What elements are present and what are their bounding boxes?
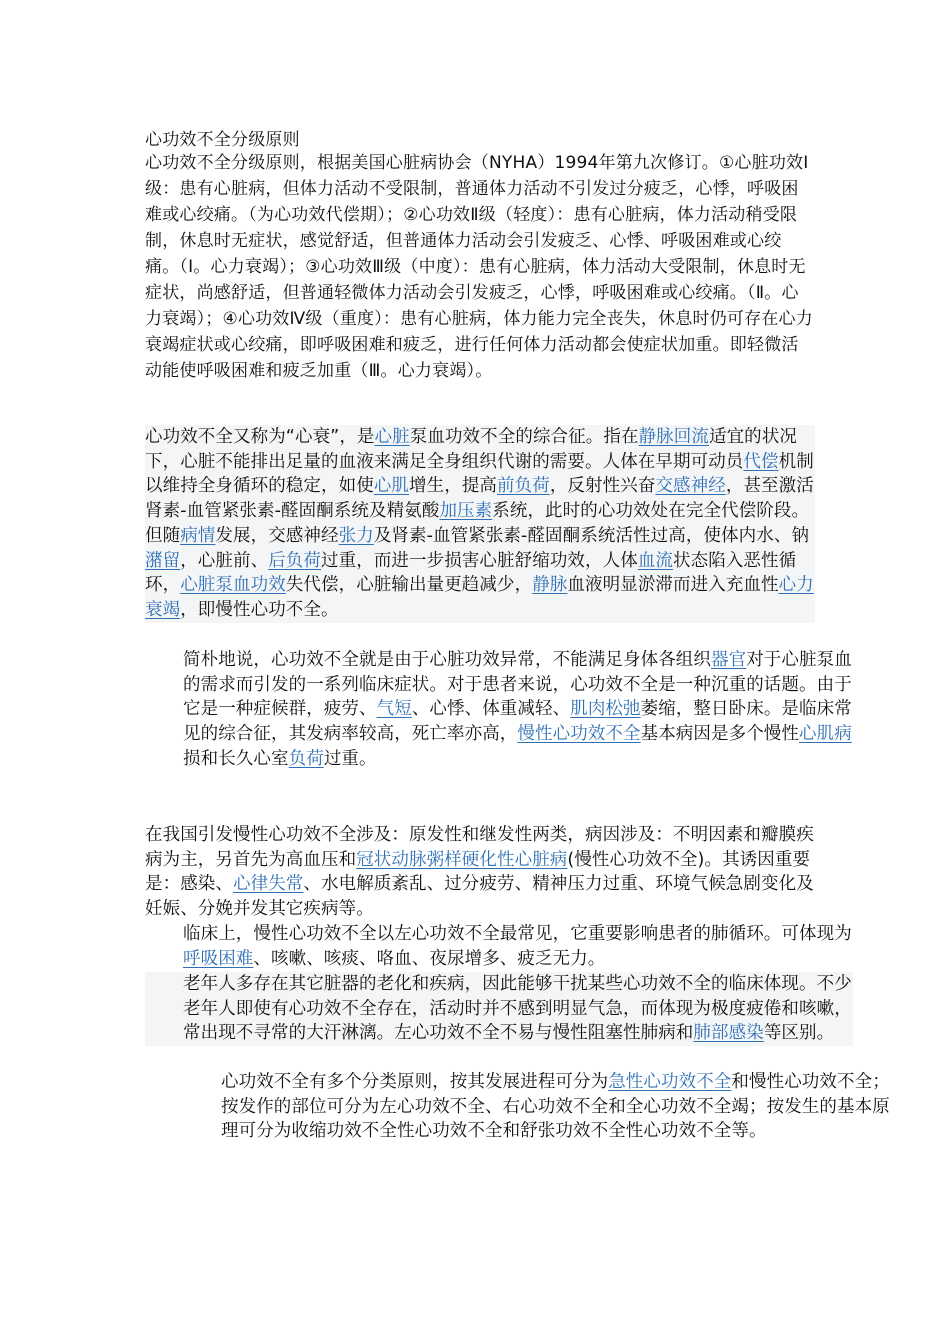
text-run: 、水电解质紊乱、过分疲劳、精神压力过重、环境气候急剧变化及妊娠、分娩并发其它疾病等。 xyxy=(145,874,814,920)
text-run: 适宜的状况下，心脏不能排出足量的血液来满足全身组织代谢的需要。人体在早期可动员 xyxy=(145,427,797,472)
text-run: ，心脏前、 xyxy=(180,550,269,571)
term-link[interactable]: 前负荷 xyxy=(497,476,550,497)
term-link[interactable]: 冠状动脉粥样硬化性心脏病 xyxy=(356,849,568,870)
etiology-paragraph xyxy=(145,823,815,922)
text-run: 在我国引发慢性心功效不全涉及：原发性和继发性两类，病因涉及：不明因素和瓣膜疾病为主，另首先为高血压和 xyxy=(145,825,814,870)
classification-paragraph xyxy=(145,1070,891,1144)
text-run: 机制以维持全身循环的稳定，如使 xyxy=(145,451,814,497)
term-link[interactable]: 病情 xyxy=(180,525,216,546)
term-link[interactable]: 器官 xyxy=(711,650,747,670)
term-link[interactable]: 交感神经 xyxy=(655,476,726,497)
term-link[interactable]: 静脉 xyxy=(532,575,568,596)
text-run: (慢性心功效不全)。其诱因重要是：感染、 xyxy=(145,849,811,895)
term-link[interactable]: 心肌 xyxy=(373,476,410,497)
term-link[interactable]: 静脉回流 xyxy=(638,427,709,447)
text-run: 状态陷入恶性循环， xyxy=(145,550,797,596)
text-run: 简朴地说，心功效不全就是由于心脏功效异常，不能满足身体各组织 xyxy=(183,650,711,670)
text-run: 系统，此时的心功效处在完全代偿阶段。但随 xyxy=(145,501,810,546)
summary-paragraph xyxy=(145,648,853,772)
term-link[interactable]: 张力 xyxy=(338,525,374,546)
text-run: ，甚至激活肾素-血管紧张素-醛固酮系统及精氨酸 xyxy=(145,476,814,522)
text-run: 对于心脏泵血的需求而引发的一系列临床症状。对于患者来说，心功效不全是一种沉重的话题。由于它是一种症候群，疲劳、 xyxy=(183,650,852,720)
text-run: 老年人多存在其它脏器的老化和疾病，因此能够干扰某些心功效不全的临床体现。不少老年人即使有心功效不全存在，活动时并不感到明显气急，而体现为极度疲倦和咳嗽，常出现不寻常的大汗淋漓。左心功效不全不易与慢性阻塞性肺病和 xyxy=(183,974,852,1044)
term-link[interactable]: 加压素 xyxy=(439,501,493,522)
term-link[interactable]: 慢性心功效不全 xyxy=(517,724,641,745)
text-run: 萎缩，整日卧床。是临床常见的综合征，其发病率较高，死亡率亦高， xyxy=(183,699,852,745)
text-run: 临床上，慢性心功效不全以左心功效不全最常见，它重要影响患者的肺循环。可体现为 xyxy=(183,924,852,944)
text-run: 和慢性心功效不全；按发作的部位可分为左心功效不全、右心功效不全和全心功效不全竭；按发生的基本原理可分为收缩功效不全性心功效不全和舒张功效不全性心功效不全等。 xyxy=(221,1072,890,1142)
term-link[interactable]: 心脏 xyxy=(374,427,410,447)
text-run: 基本病因是多个慢性 xyxy=(640,724,800,745)
term-link[interactable]: 心律失常 xyxy=(233,874,304,895)
term-link[interactable]: 呼吸困难 xyxy=(183,948,254,969)
term-link[interactable]: 心脏泵血功效 xyxy=(180,575,286,596)
text-run: 泵血功效不全的综合征。指在 xyxy=(409,427,639,447)
text-run: 、心悸、体重减轻、 xyxy=(411,699,571,720)
text-run: 过重。 xyxy=(323,748,377,769)
term-link[interactable]: 心力衰竭 xyxy=(145,575,814,620)
elderly-paragraph xyxy=(145,972,853,1046)
clinical-paragraph xyxy=(145,922,853,971)
term-link[interactable]: 代偿 xyxy=(743,451,779,472)
text-run: ，反射性兴奋 xyxy=(549,476,656,497)
text-run: 及肾素-血管紧张素-醛固酮系统活性过高，使体内水、钠 xyxy=(373,525,810,546)
text-run: 心功效不全又称为“心衰”，是 xyxy=(145,427,375,447)
text-run: 失代偿，心脏输出量更趋减少， xyxy=(285,575,533,596)
term-link[interactable]: 心肌病 xyxy=(799,724,852,745)
text-run: 血液明显淤滞而进入充血性 xyxy=(567,575,779,596)
text-run: 损和长久心室 xyxy=(183,748,289,769)
definition-paragraph xyxy=(145,425,815,623)
term-link[interactable]: 肺部感染 xyxy=(693,1023,764,1044)
text-run: 增生，提高 xyxy=(409,476,498,497)
text-run: ，即慢性心功不全。 xyxy=(180,599,339,620)
term-link[interactable]: 气短 xyxy=(376,699,412,720)
term-link[interactable]: 急性心功效不全 xyxy=(608,1072,732,1092)
text-run: 发展，交感神经 xyxy=(215,525,339,546)
text-run: 心功效不全有多个分类原则，按其发展进程可分为 xyxy=(221,1072,609,1092)
term-link[interactable]: 负荷 xyxy=(288,748,324,769)
term-link[interactable]: 潴留 xyxy=(145,550,181,571)
grading-paragraph: 心功效不全分级原则，根据美国心脏病协会（NYHA）1994年第九次修订。①心脏功效Ⅰ级：患有心脏病，但体力活动不受限制，普通体力活动不引发过分疲乏，心悸，呼吸困难或心绞痛。（为心功效代偿期）；②心功效Ⅱ级（轻度）：患有心脏病，体力活动稍受限制，休息时无症状，感觉舒适，但普通体力活动会引发疲乏、心悸、呼吸困难或心绞痛。（Ⅰ。心力衰竭）；③心功效Ⅲ级（中度）：患有心脏病，体力活动大受限制，休息时无症状，尚感舒适，但普通轻微体力活动会引发疲乏，心悸，呼吸困难或心绞痛。（Ⅱ。心力衰竭）；④心功效Ⅳ级（重度）：患有心脏病，体力能力完全丧失，休息时仍可存在心力衰竭症状或心绞痛，即呼吸困难和疲乏，进行任何体力活动都会使症状加重。即轻微活动能使呼吸困难和疲乏加重（Ⅲ。心力衰竭）。 xyxy=(145,153,813,381)
text-run: 等区别。 xyxy=(763,1023,835,1044)
term-link[interactable]: 肌肉松弛 xyxy=(570,699,641,720)
document-title: 心功效不全分级原则 xyxy=(145,130,300,150)
term-link[interactable]: 血流 xyxy=(637,550,674,571)
term-link[interactable]: 后负荷 xyxy=(268,550,322,571)
text-run: 过重，而进一步损害心脏舒缩功效，人体 xyxy=(321,550,638,571)
text-run: 、咳嗽、咳痰、咯血、夜尿增多、疲乏无力。 xyxy=(253,948,606,969)
